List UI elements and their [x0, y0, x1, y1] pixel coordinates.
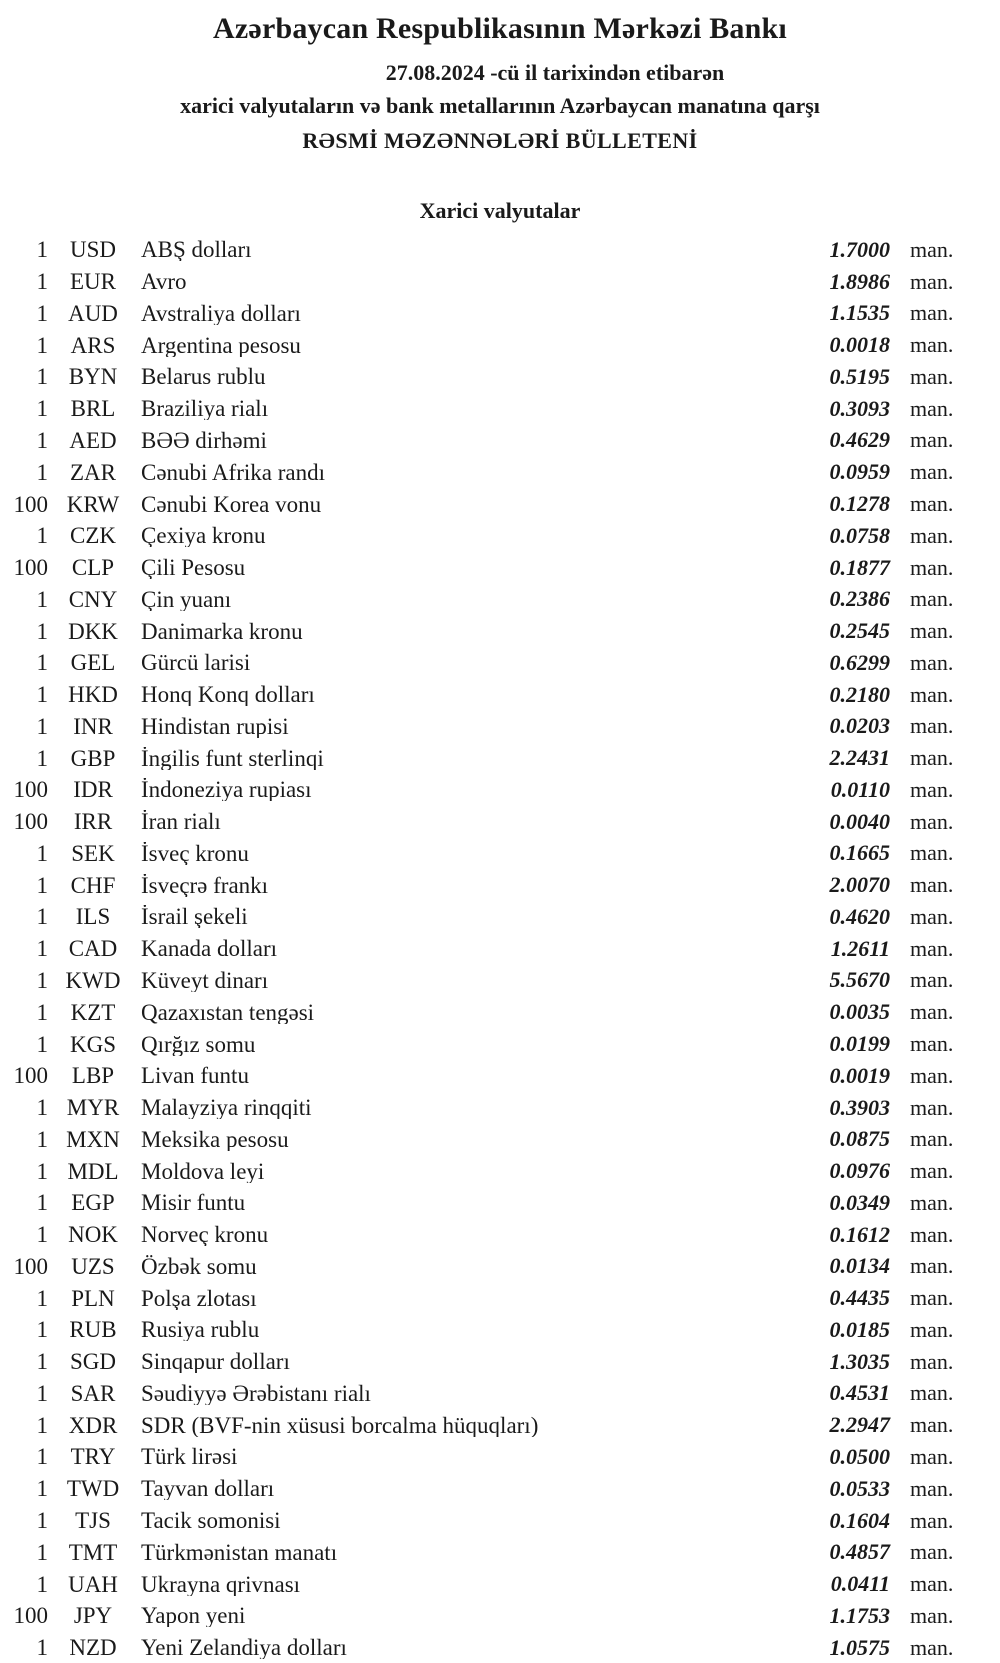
- qty-cell: 1: [36, 904, 48, 930]
- rate-row: [0, 1600, 1000, 1632]
- rate-cell: 0.0533: [829, 1475, 890, 1501]
- rate-row: [0, 298, 1000, 330]
- qty-cell: 1: [36, 650, 48, 676]
- unit-cell: man.: [910, 522, 954, 548]
- rate-cell: 0.0199: [829, 1031, 890, 1057]
- rate-row: [0, 1155, 1000, 1187]
- name-cell: Honq Konq dolları: [141, 683, 315, 707]
- rate-cell: 0.0758: [829, 522, 890, 548]
- rate-row: [0, 806, 1000, 838]
- name-cell: Rusiya rublu: [141, 1318, 260, 1342]
- code-cell: RUB: [69, 1317, 117, 1343]
- code-cell: LBP: [71, 1063, 115, 1089]
- unit-cell: man.: [910, 1380, 954, 1406]
- unit-cell: man.: [910, 776, 954, 802]
- rate-cell: 0.0110: [830, 776, 890, 802]
- rate-row: [0, 583, 1000, 615]
- rate-row: [0, 1282, 1000, 1314]
- rate-row: [0, 1441, 1000, 1473]
- rates-table: [0, 234, 1000, 1663]
- rate-row: [0, 710, 1000, 742]
- rate-cell: 1.0575: [829, 1634, 890, 1660]
- rate-row: [0, 1314, 1000, 1346]
- qty-cell: 1: [36, 1222, 48, 1248]
- code-cell: ARS: [70, 332, 116, 358]
- qty-cell: 1: [36, 269, 48, 295]
- name-cell: Hindistan rupisi: [141, 714, 289, 738]
- unit-cell: man.: [910, 1253, 954, 1279]
- name-cell: Yapon yeni: [141, 1604, 246, 1628]
- code-cell: ILS: [75, 904, 111, 930]
- code-cell: USD: [69, 237, 116, 263]
- name-cell: Meksika pesosu: [141, 1127, 289, 1151]
- qty-cell: 1: [36, 967, 48, 993]
- code-cell: UZS: [71, 1253, 115, 1279]
- name-cell: İngilis funt sterlinqi: [141, 746, 324, 770]
- rate-row: [0, 1378, 1000, 1410]
- name-cell: Özbək somu: [141, 1254, 257, 1278]
- qty-cell: 100: [13, 1063, 48, 1089]
- rate-row: [0, 1060, 1000, 1092]
- qty-cell: 1: [36, 872, 48, 898]
- name-cell: Avstraliya dolları: [141, 301, 301, 325]
- code-cell: IRR: [73, 809, 113, 835]
- qty-cell: 1: [36, 523, 48, 549]
- unit-cell: man.: [910, 745, 954, 771]
- unit-cell: man.: [910, 1475, 954, 1501]
- rate-cell: 0.0040: [829, 808, 890, 834]
- code-cell: PLN: [71, 1285, 115, 1311]
- unit-cell: man.: [910, 332, 954, 358]
- code-cell: BYN: [68, 364, 118, 390]
- code-cell: MXN: [66, 1126, 120, 1152]
- unit-cell: man.: [910, 1094, 954, 1120]
- qty-cell: 1: [36, 237, 48, 263]
- qty-cell: 1: [36, 1380, 48, 1406]
- rate-row: [0, 1409, 1000, 1441]
- rate-row: [0, 488, 1000, 520]
- rate-row: [0, 1028, 1000, 1060]
- unit-cell: man.: [910, 459, 954, 485]
- qty-cell: 100: [13, 1603, 48, 1629]
- name-cell: İran rialı: [141, 810, 221, 834]
- code-cell: TJS: [75, 1508, 111, 1533]
- unit-cell: man.: [910, 1507, 954, 1533]
- unit-cell: man.: [910, 586, 954, 612]
- rate-cell: 2.2947: [829, 1412, 890, 1438]
- unit-cell: man.: [910, 554, 954, 580]
- rate-cell: 0.4629: [829, 427, 890, 453]
- qty-cell: 100: [13, 809, 48, 835]
- name-cell: BƏƏ dirhəmi: [141, 428, 267, 452]
- name-cell: Gürcü larisi: [141, 651, 251, 675]
- name-cell: Malayziya rinqqiti: [141, 1096, 312, 1120]
- code-cell: NOK: [68, 1222, 118, 1248]
- code-cell: AED: [69, 427, 117, 453]
- qty-cell: 100: [13, 555, 48, 581]
- code-cell: CHF: [70, 872, 116, 898]
- rate-row: [0, 1187, 1000, 1219]
- code-cell: TRY: [70, 1444, 116, 1470]
- rate-cell: 0.2386: [829, 586, 890, 612]
- rate-cell: 0.3093: [829, 395, 890, 421]
- name-cell: Yeni Zelandiya dolları: [141, 1636, 347, 1660]
- rate-cell: 0.4531: [829, 1380, 890, 1406]
- rate-cell: 0.0134: [829, 1253, 890, 1279]
- rate-row: [0, 1505, 1000, 1537]
- unit-cell: man.: [910, 1412, 954, 1438]
- name-cell: Küveyt dinarı: [141, 968, 269, 992]
- unit-cell: man.: [910, 840, 954, 866]
- name-cell: Argentina pesosu: [141, 333, 301, 357]
- rate-row: [0, 1536, 1000, 1568]
- unit-cell: man.: [910, 1126, 954, 1152]
- unit-cell: man.: [910, 1634, 954, 1660]
- code-cell: CZK: [70, 523, 116, 549]
- unit-cell: man.: [910, 268, 954, 294]
- unit-cell: man.: [910, 300, 954, 326]
- code-cell: MDL: [67, 1158, 119, 1184]
- qty-cell: 100: [13, 777, 48, 803]
- name-cell: Tayvan dolları: [141, 1477, 275, 1501]
- name-cell: Cənubi Afrika randı: [141, 460, 325, 484]
- unit-cell: man.: [910, 935, 954, 961]
- rate-cell: 1.7000: [829, 236, 890, 262]
- qty-cell: 1: [36, 1539, 48, 1565]
- qty-cell: 1: [36, 364, 48, 390]
- qty-cell: 1: [36, 1158, 48, 1184]
- rate-cell: 0.0185: [829, 1316, 890, 1342]
- name-cell: ABŞ dolları: [141, 238, 252, 262]
- rate-cell: 0.0203: [829, 713, 890, 739]
- rate-cell: 0.5195: [829, 363, 890, 389]
- rate-row: [0, 329, 1000, 361]
- rate-cell: 1.1753: [829, 1602, 890, 1628]
- rate-cell: 1.3035: [829, 1348, 890, 1374]
- rate-row: [0, 1632, 1000, 1663]
- unit-cell: man.: [910, 363, 954, 389]
- rate-row: [0, 234, 1000, 266]
- code-cell: EGP: [71, 1190, 115, 1216]
- rate-row: [0, 647, 1000, 679]
- rate-row: [0, 679, 1000, 711]
- name-cell: Danimarka kronu: [141, 619, 303, 643]
- name-cell: Çili Pesosu: [141, 556, 246, 580]
- code-cell: UAH: [68, 1571, 118, 1597]
- qty-cell: 1: [36, 713, 48, 739]
- name-cell: İsveç kronu: [141, 841, 249, 865]
- rate-cell: 0.0349: [829, 1189, 890, 1215]
- code-cell: GEL: [70, 650, 116, 676]
- rate-row: [0, 393, 1000, 425]
- rate-cell: 0.0500: [829, 1443, 890, 1469]
- code-cell: TWD: [66, 1476, 120, 1502]
- code-cell: KRW: [66, 491, 120, 517]
- unit-cell: man.: [910, 1189, 954, 1215]
- unit-cell: man.: [910, 491, 954, 516]
- rate-row: [0, 901, 1000, 933]
- code-cell: TMT: [68, 1539, 118, 1565]
- rate-cell: 0.4435: [829, 1285, 890, 1311]
- rate-cell: 1.2611: [830, 935, 890, 961]
- rate-row: [0, 774, 1000, 806]
- code-cell: NZD: [69, 1635, 117, 1661]
- rate-row: [0, 1568, 1000, 1600]
- rate-cell: 0.2180: [829, 681, 890, 707]
- name-cell: Norveç kronu: [141, 1223, 269, 1247]
- rate-cell: 1.8986: [829, 268, 890, 294]
- name-cell: Qırğız somu: [141, 1032, 256, 1056]
- unit-cell: man.: [910, 1285, 954, 1311]
- rate-cell: 0.2545: [829, 618, 890, 644]
- unit-cell: man.: [910, 681, 954, 707]
- unit-cell: man.: [910, 903, 954, 929]
- unit-cell: man.: [910, 1158, 954, 1184]
- unit-cell: man.: [910, 1443, 954, 1469]
- unit-cell: man.: [910, 713, 954, 739]
- rate-cell: 0.1604: [829, 1507, 890, 1533]
- bulletin-title: RƏSMİ MƏZƏNNƏLƏRİ BÜLLETENİ: [302, 128, 698, 153]
- qty-cell: 1: [36, 618, 48, 644]
- unit-cell: man.: [910, 649, 954, 675]
- name-cell: Səudiyyə Ərəbistanı rialı: [141, 1381, 371, 1405]
- rate-row: [0, 1092, 1000, 1124]
- qty-cell: 1: [36, 1635, 48, 1661]
- qty-cell: 1: [36, 1317, 48, 1343]
- unit-cell: man.: [910, 1571, 954, 1597]
- effective-date-line: 27.08.2024 -cü il tarixindən etibarən: [385, 60, 725, 85]
- name-cell: Ukrayna qrivnası: [141, 1572, 301, 1596]
- rate-cell: 0.0018: [829, 332, 890, 358]
- unit-cell: man.: [910, 1031, 954, 1057]
- rate-row: [0, 615, 1000, 647]
- rate-row: [0, 1346, 1000, 1378]
- rate-cell: 0.3903: [829, 1094, 890, 1120]
- name-cell: Çexiya kronu: [141, 524, 266, 548]
- rate-row: [0, 838, 1000, 870]
- qty-cell: 1: [36, 1095, 48, 1121]
- code-cell: KWD: [65, 967, 121, 993]
- rate-row: [0, 869, 1000, 901]
- qty-cell: 1: [36, 1126, 48, 1152]
- name-cell: Polşa zlotası: [141, 1286, 257, 1310]
- qty-cell: 1: [36, 1508, 48, 1533]
- code-cell: BRL: [70, 396, 116, 422]
- qty-cell: 1: [36, 1031, 48, 1057]
- code-cell: CNY: [68, 586, 118, 612]
- rate-row: [0, 361, 1000, 393]
- rate-row: [0, 456, 1000, 488]
- rate-cell: 1.1535: [829, 300, 890, 326]
- subtitle-line: xarici valyutaların və bank metallarının Azərbaycan manatına qarşı: [180, 93, 820, 118]
- code-cell: AUD: [68, 300, 118, 326]
- unit-cell: man.: [910, 618, 954, 644]
- name-cell: Qazaxıstan tengəsi: [141, 1000, 315, 1024]
- code-cell: JPY: [73, 1603, 113, 1629]
- name-cell: SDR (BVF-nin xüsusi borcalma hüquqları): [141, 1413, 539, 1437]
- rate-cell: 0.0411: [830, 1571, 890, 1597]
- name-cell: Kanada dolları: [141, 937, 278, 961]
- unit-cell: man.: [910, 1316, 954, 1342]
- name-cell: Sinqapur dolları: [141, 1350, 290, 1374]
- rate-row: [0, 1123, 1000, 1155]
- code-cell: EUR: [70, 269, 116, 295]
- unit-cell: man.: [910, 967, 954, 993]
- rate-row: [0, 933, 1000, 965]
- qty-cell: 1: [36, 745, 48, 771]
- rate-row: [0, 425, 1000, 457]
- qty-cell: 1: [36, 300, 48, 326]
- unit-cell: man.: [910, 1602, 954, 1628]
- qty-cell: 1: [36, 840, 48, 866]
- name-cell: Belarus rublu: [141, 365, 266, 389]
- rate-cell: 0.0019: [829, 1062, 890, 1088]
- rate-cell: 2.0070: [829, 872, 890, 898]
- rate-cell: 0.1877: [829, 554, 890, 580]
- qty-cell: 1: [36, 459, 48, 485]
- code-cell: CLP: [71, 555, 115, 581]
- unit-cell: man.: [910, 1062, 954, 1088]
- name-cell: Moldova leyi: [141, 1159, 265, 1183]
- rate-row: [0, 552, 1000, 584]
- qty-cell: 1: [36, 999, 48, 1025]
- rate-row: [0, 1219, 1000, 1251]
- rate-cell: 0.4857: [829, 1539, 890, 1565]
- name-cell: İndoneziya rupiası: [141, 778, 312, 802]
- unit-cell: man.: [910, 808, 954, 834]
- qty-cell: 1: [36, 1571, 48, 1597]
- qty-cell: 1: [36, 682, 48, 708]
- name-cell: Livan funtu: [141, 1064, 249, 1088]
- name-cell: Türkmənistan manatı: [141, 1540, 338, 1564]
- code-cell: KGS: [69, 1031, 116, 1057]
- qty-cell: 1: [36, 427, 48, 453]
- rate-row: [0, 1473, 1000, 1505]
- rate-cell: 0.6299: [829, 649, 890, 675]
- rate-cell: 2.2431: [829, 745, 890, 771]
- code-cell: MYR: [66, 1095, 120, 1121]
- code-cell: IDR: [73, 777, 113, 803]
- unit-cell: man.: [910, 1539, 954, 1565]
- code-cell: SGD: [69, 1349, 116, 1375]
- rate-row: [0, 742, 1000, 774]
- qty-cell: 1: [36, 1412, 48, 1438]
- rate-cell: 0.1278: [829, 491, 890, 516]
- qty-cell: 1: [36, 1476, 48, 1502]
- page-title: Azərbaycan Respublikasının Mərkəzi Bankı: [213, 12, 787, 45]
- name-cell: İsrail şekeli: [141, 905, 248, 929]
- rate-cell: 0.0035: [829, 999, 890, 1025]
- name-cell: Misir funtu: [141, 1191, 246, 1215]
- section-title-foreign-currencies: Xarici valyutalar: [419, 198, 581, 223]
- name-cell: Tacik somonisi: [141, 1509, 281, 1532]
- name-cell: Avro: [141, 270, 187, 294]
- code-cell: SEK: [71, 840, 115, 866]
- unit-cell: man.: [910, 427, 954, 453]
- code-cell: INR: [73, 713, 113, 739]
- rate-row: [0, 996, 1000, 1028]
- qty-cell: 1: [36, 1444, 48, 1470]
- qty-cell: 1: [36, 1349, 48, 1375]
- name-cell: Çin yuanı: [141, 587, 232, 611]
- rate-row: [0, 520, 1000, 552]
- rate-cell: 0.0875: [829, 1126, 890, 1152]
- rate-cell: 0.4620: [829, 903, 890, 929]
- code-cell: DKK: [68, 618, 118, 644]
- rate-row: [0, 266, 1000, 298]
- code-cell: XDR: [68, 1412, 118, 1438]
- qty-cell: 1: [36, 1190, 48, 1216]
- code-cell: GBP: [70, 745, 116, 771]
- rate-row: [0, 965, 1000, 997]
- qty-cell: 100: [13, 1253, 48, 1279]
- rate-cell: 5.5670: [829, 967, 890, 993]
- unit-cell: man.: [910, 395, 954, 421]
- qty-cell: 1: [36, 396, 48, 422]
- rate-cell: 0.1665: [829, 840, 890, 866]
- rate-cell: 0.0976: [829, 1158, 890, 1184]
- unit-cell: man.: [910, 1221, 954, 1247]
- rate-cell: 0.0959: [829, 459, 890, 485]
- unit-cell: man.: [910, 999, 954, 1025]
- rate-row: [0, 1251, 1000, 1283]
- unit-cell: man.: [910, 872, 954, 898]
- qty-cell: 1: [36, 586, 48, 612]
- code-cell: ZAR: [70, 459, 116, 485]
- qty-cell: 100: [13, 491, 48, 517]
- unit-cell: man.: [910, 1348, 954, 1374]
- qty-cell: 1: [36, 332, 48, 358]
- rate-cell: 0.1612: [829, 1221, 890, 1247]
- code-cell: KZT: [70, 999, 116, 1025]
- code-cell: HKD: [68, 682, 118, 708]
- code-cell: CAD: [68, 936, 118, 962]
- unit-cell: man.: [910, 236, 954, 262]
- name-cell: Braziliya rialı: [141, 397, 269, 421]
- qty-cell: 1: [36, 1285, 48, 1311]
- qty-cell: 1: [36, 936, 48, 962]
- name-cell: İsveçrə frankı: [141, 873, 269, 897]
- name-cell: Cənubi Korea vonu: [141, 492, 322, 516]
- code-cell: SAR: [70, 1380, 116, 1406]
- name-cell: Türk lirəsi: [141, 1445, 238, 1469]
